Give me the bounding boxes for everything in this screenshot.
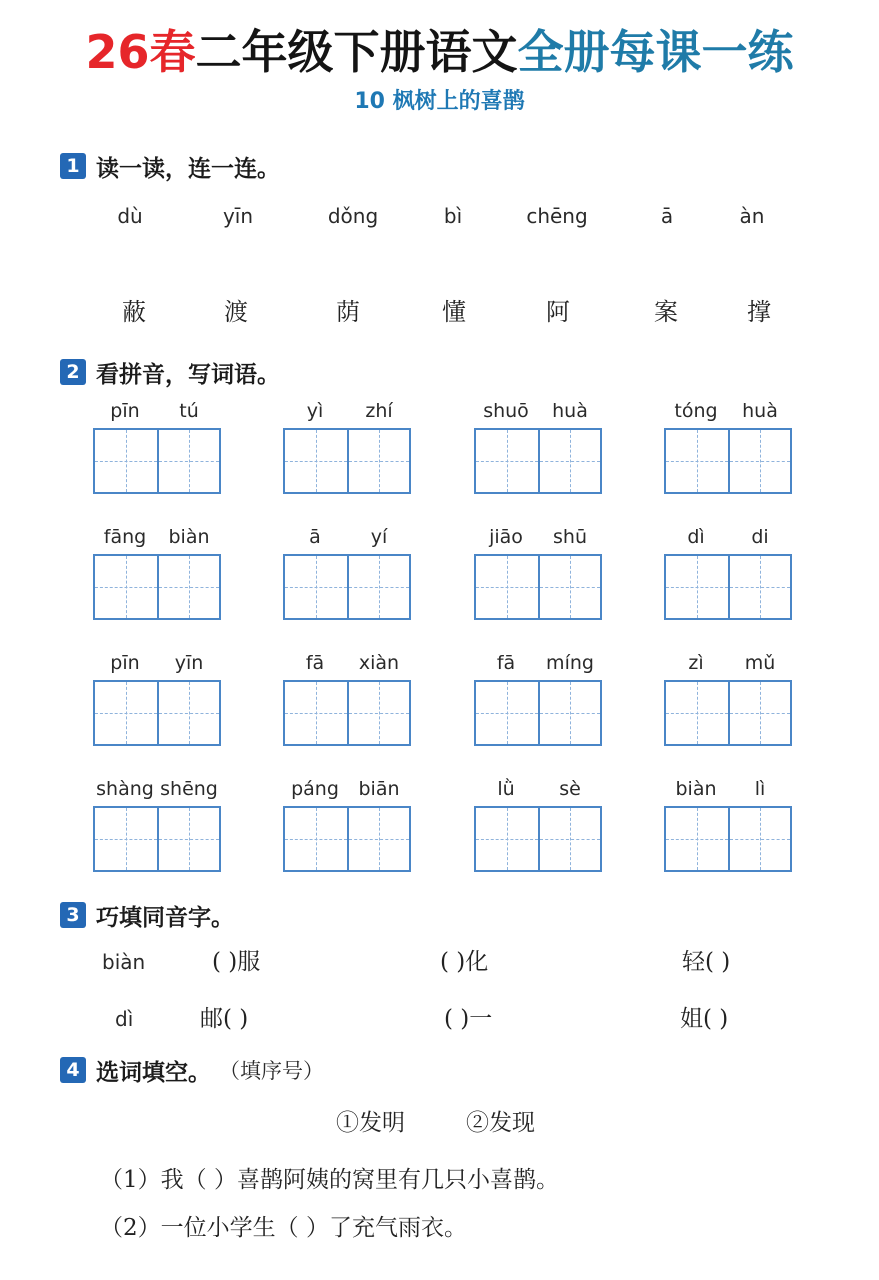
title-year: 26春 (85, 25, 196, 79)
writing-grid[interactable] (93, 680, 221, 746)
syllable: jiāo (489, 526, 523, 548)
writing-grid[interactable] (93, 806, 221, 872)
section-4-badge: 4 (60, 1057, 86, 1083)
syllable: huà (742, 400, 778, 422)
syllable: ā (309, 526, 321, 548)
writing-grid[interactable] (474, 806, 602, 872)
syllable: huà (552, 400, 588, 422)
pinyin-item: ā (660, 204, 674, 228)
writing-grid[interactable] (474, 680, 602, 746)
homophone-blank[interactable]: ( )一 (444, 1006, 493, 1032)
syllable: fā (496, 652, 516, 674)
character-item: 荫 (336, 298, 360, 326)
syllable: dì (687, 526, 705, 548)
title-grade: 二年级下册语文 (195, 25, 518, 79)
syllable: tóng (674, 400, 718, 422)
section-4-title: 选词填空。 (96, 1058, 211, 1086)
section-4-header (60, 1053, 324, 1087)
homophone-pinyin: biàn (102, 950, 146, 974)
section-2-title: 看拼音，写词语。 (96, 360, 280, 388)
character-item: 案 (654, 298, 678, 326)
syllable: yí (370, 526, 388, 548)
title-series: 全册每课一练 (517, 25, 794, 79)
syllable: pīn (110, 400, 140, 422)
writing-grid[interactable] (664, 806, 792, 872)
section-3-badge: 3 (60, 902, 86, 928)
writing-grid[interactable] (283, 554, 411, 620)
character-item: 渡 (224, 298, 248, 326)
syllable: yì (306, 400, 324, 422)
syllable: míng (546, 652, 594, 674)
homophone-blank[interactable]: ( )化 (440, 949, 489, 975)
section-4-note: （填序号） (219, 1059, 324, 1083)
writing-grid[interactable] (474, 428, 602, 494)
syllable: lǜ (497, 778, 515, 800)
option-2: ②发现 (466, 1110, 535, 1136)
section-1-badge: 1 (60, 153, 86, 179)
writing-grid[interactable] (93, 554, 221, 620)
pinyin-item: àn (739, 204, 765, 228)
syllable: zhí (365, 400, 393, 422)
pinyin-item: dǒng (327, 204, 379, 228)
homophone-blank[interactable]: 邮( ) (200, 1006, 249, 1032)
syllable: biàn (675, 778, 717, 800)
syllable: páng (291, 778, 339, 800)
syllable: fā (305, 652, 325, 674)
page-title (0, 22, 879, 82)
character-item: 蔽 (122, 298, 146, 326)
section-1-title: 读一读，连一连。 (96, 154, 280, 182)
writing-grid[interactable] (664, 680, 792, 746)
syllable: zì (688, 652, 704, 674)
syllable: xiàn (358, 652, 400, 674)
syllable: biān (358, 778, 400, 800)
homophone-blank[interactable]: 姐( ) (680, 1006, 729, 1032)
homophone-pinyin: dì (115, 1007, 134, 1031)
writing-grid[interactable] (664, 428, 792, 494)
pinyin-item: yīn (222, 204, 254, 228)
section-3-title: 巧填同音字。 (96, 903, 234, 931)
character-item: 阿 (546, 298, 570, 326)
pinyin-item: chēng (526, 204, 588, 228)
pinyin-item: bì (443, 204, 463, 228)
writing-grid[interactable] (283, 680, 411, 746)
option-1: ①发明 (336, 1110, 405, 1136)
syllable: biàn (168, 526, 210, 548)
sentence-1[interactable]: （1）我（ ）喜鹊阿姨的窝里有几只小喜鹊。 (100, 1167, 559, 1193)
syllable: sè (559, 778, 581, 800)
syllable: yīn (174, 652, 204, 674)
syllable: shàng (96, 778, 154, 800)
homophone-blank[interactable]: 轻( ) (682, 949, 731, 975)
section-3-header (60, 898, 234, 932)
writing-grid[interactable] (664, 554, 792, 620)
homophone-blank[interactable]: ( )服 (212, 949, 261, 975)
syllable: tú (179, 400, 199, 422)
writing-grid[interactable] (93, 428, 221, 494)
syllable: mǔ (744, 652, 776, 674)
lesson-title: 10 枫树上的喜鹊 (354, 89, 525, 114)
character-item: 撑 (747, 298, 771, 326)
syllable: shuō (483, 400, 529, 422)
syllable: di (751, 526, 769, 548)
pinyin-item: dù (117, 204, 143, 228)
section-1-header (60, 149, 280, 183)
writing-grid[interactable] (474, 554, 602, 620)
section-2-badge: 2 (60, 359, 86, 385)
syllable: shū (553, 526, 587, 548)
character-item: 懂 (442, 298, 466, 326)
syllable: pīn (110, 652, 140, 674)
syllable: lì (754, 778, 766, 800)
sentence-2[interactable]: （2）一位小学生（ ）了充气雨衣。 (100, 1215, 467, 1241)
writing-grid[interactable] (283, 428, 411, 494)
writing-grid[interactable] (283, 806, 411, 872)
syllable: fāng (103, 526, 147, 548)
section-2-header (60, 355, 280, 389)
syllable: shēng (160, 778, 218, 800)
